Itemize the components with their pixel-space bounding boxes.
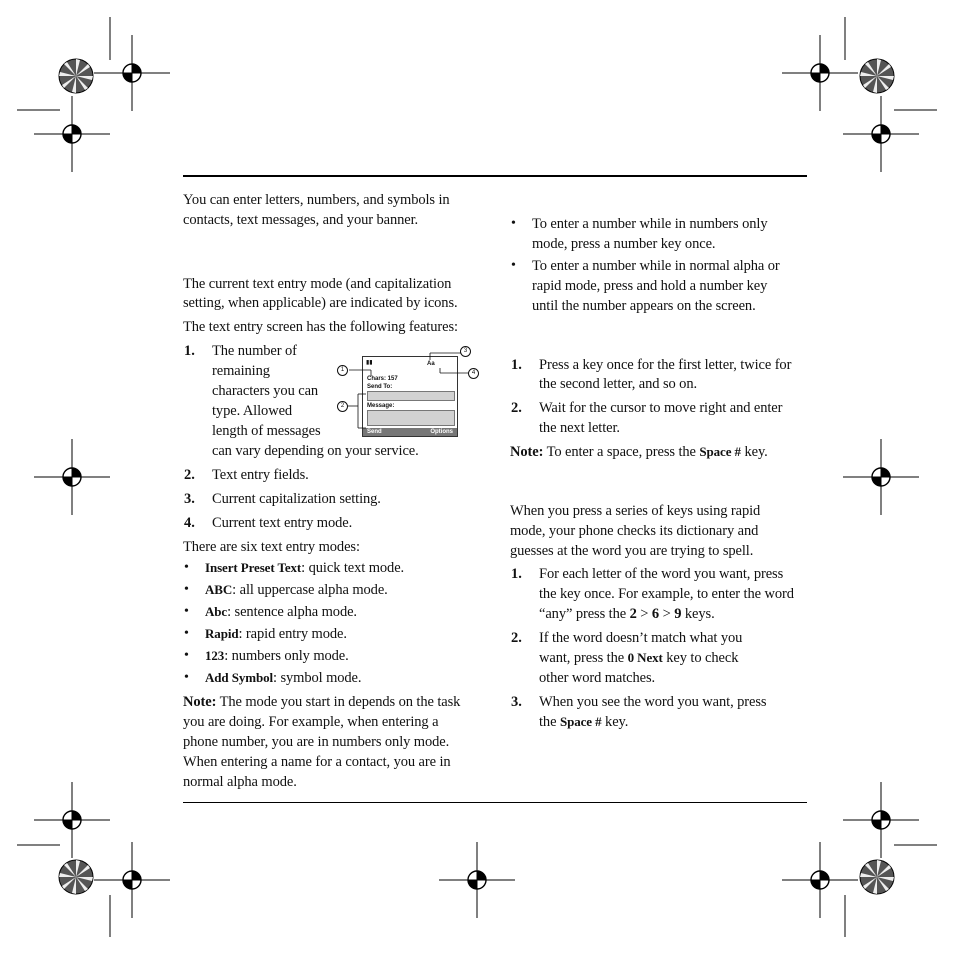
mode-5-name: 123 xyxy=(205,648,225,663)
mode-3 xyxy=(205,602,357,622)
space-key: Space # xyxy=(699,444,741,459)
callout-2: 2 xyxy=(337,401,348,412)
mode-bullet-4: • xyxy=(184,626,189,641)
space-key-2: Space # xyxy=(559,714,602,729)
rapid-step-2-line-2: want, press the 0 Next key to check xyxy=(539,650,739,666)
mode-4-desc: : rapid entry mode. xyxy=(238,626,347,642)
message-label: Message: xyxy=(367,403,395,409)
alpha-step-2-line-1: Wait for the cursor to move right and enter xyxy=(539,400,783,416)
rapid-step-1-line-2: the key once. For example, to enter the word xyxy=(539,586,794,602)
key-2: 2 xyxy=(629,606,637,622)
key-6: 6 xyxy=(651,606,660,622)
mode-bullet-5: • xyxy=(184,648,189,663)
mode-note-line-3: phone number, you are in numbers only mode. xyxy=(183,734,450,750)
rapid-intro-line-2: mode, your phone checks its dictionary and xyxy=(510,523,759,539)
mode-4 xyxy=(205,624,347,644)
signal-icon: ▮▮ xyxy=(366,360,373,366)
feature-1-line-4: type. Allowed xyxy=(212,403,293,419)
rapid-step-2-number: 2. xyxy=(511,630,522,646)
mode-6-desc: : symbol mode. xyxy=(273,670,362,686)
alpha-step-2-line-2: the next letter. xyxy=(539,420,620,436)
mode-1-name: Insert Preset Text xyxy=(205,560,302,575)
features-intro: The text entry screen has the following features: xyxy=(183,319,458,335)
mode-2 xyxy=(205,580,388,600)
space-note-label: Note: xyxy=(510,444,544,460)
mode-5 xyxy=(205,646,349,666)
alpha-step-1-number: 1. xyxy=(511,357,522,373)
mode-1 xyxy=(205,558,404,578)
number-bullet-1-line-2: mode, press a number key once. xyxy=(532,236,716,252)
feature-1-line-5: length of messages xyxy=(212,423,321,439)
mode-bullet-1: • xyxy=(184,560,189,575)
mode-2-name: ABC xyxy=(205,582,233,597)
mode-bullet-6: • xyxy=(184,670,189,685)
mode-1-desc: : quick text mode. xyxy=(301,560,405,576)
mode-2-desc: : all uppercase alpha mode. xyxy=(232,582,388,598)
rapid-step-3-line-2: the Space # key. xyxy=(539,714,629,730)
number-bullet-2-dot: • xyxy=(511,258,516,273)
rapid-step-3-line-1: When you see the word you want, press xyxy=(539,694,767,710)
number-bullet-1-line-1: To enter a number while in numbers only xyxy=(532,216,768,232)
rapid-intro-line-3: guesses at the word you are trying to spell. xyxy=(510,543,754,559)
feature-1-line-6: can vary depending on your service. xyxy=(212,443,419,459)
mode-4-name: Rapid xyxy=(205,626,239,641)
rapid-step-2-line-1: If the word doesn’t match what you xyxy=(539,630,743,646)
send-softkey: Send xyxy=(367,429,382,435)
options-softkey: Options xyxy=(430,429,453,435)
rapid-step-3-number: 3. xyxy=(511,694,522,710)
mode-3-name: Abc xyxy=(205,604,228,619)
feature-4-number: 4. xyxy=(184,515,195,531)
alpha-step-2-number: 2. xyxy=(511,400,522,416)
mode-6-name: Add Symbol xyxy=(205,670,273,685)
callout-4: 4 xyxy=(468,368,479,379)
feature-1-number: 1. xyxy=(184,343,195,359)
feature-3-number: 3. xyxy=(184,491,195,507)
callout-3: 3 xyxy=(460,346,471,357)
rapid-step-1-line-3: “any” press the 2 > 6 > 9 keys. xyxy=(539,606,715,622)
rapid-step-1-number: 1. xyxy=(511,566,522,582)
number-bullet-2-line-3: until the number appears on the screen. xyxy=(532,298,756,314)
mode-6 xyxy=(205,668,361,688)
modes-intro: There are six text entry modes: xyxy=(183,539,360,555)
mode-bullet-2: • xyxy=(184,582,189,597)
alpha-step-1-line-2: the second letter, and so on. xyxy=(539,376,697,392)
mode-note-line-2: you are doing. For example, when entering a xyxy=(183,714,439,730)
next-key: 0 Next xyxy=(627,650,663,665)
feature-1-line-1: The number of xyxy=(212,343,297,359)
space-note: Note: To enter a space, press the Space # key. xyxy=(510,444,768,460)
number-bullet-1-dot: • xyxy=(511,216,516,231)
mode-note-line-1: Note: The mode you start in depends on the task xyxy=(183,694,461,710)
key-9: 9 xyxy=(674,606,682,622)
feature-1-line-3: characters you can xyxy=(212,383,319,399)
mode-indicator-line-2: setting, when applicable) are indicated by icons. xyxy=(183,295,458,311)
note-label: Note: xyxy=(183,694,217,710)
number-bullet-2-line-2: rapid mode, press and hold a number key xyxy=(532,278,768,294)
capitalization-icon: Aa xyxy=(427,361,435,367)
feature-4-text: Current text entry mode. xyxy=(212,515,353,531)
feature-2-number: 2. xyxy=(184,467,195,483)
mode-note-line-5: normal alpha mode. xyxy=(183,774,297,790)
feature-2-text: Text entry fields. xyxy=(212,467,309,483)
send-to-label: Send To: xyxy=(367,384,393,390)
rapid-intro-line-1: When you press a series of keys using rapid xyxy=(510,503,761,519)
feature-3-text: Current capitalization setting. xyxy=(212,491,381,507)
mode-bullet-3: • xyxy=(184,604,189,619)
mode-note-line-4: When entering a name for a contact, you are in xyxy=(183,754,451,770)
feature-1-line-2: remaining xyxy=(212,363,270,379)
rapid-step-2-line-3: other word matches. xyxy=(539,670,656,686)
mode-5-desc: : numbers only mode. xyxy=(224,648,349,664)
alpha-step-1-line-1: Press a key once for the first letter, twice for xyxy=(539,357,792,373)
callout-1: 1 xyxy=(337,365,348,376)
mode-indicator-line-1: The current text entry mode (and capitalization xyxy=(183,276,452,292)
mode-3-desc: : sentence alpha mode. xyxy=(227,604,357,620)
chars-remaining: Chars: 157 xyxy=(367,376,398,382)
intro-paragraph: You can enter letters, numbers, and symbols in contacts, text messages, and your banner. xyxy=(183,192,450,228)
number-bullet-2-line-1: To enter a number while in normal alpha or xyxy=(532,258,780,274)
rapid-step-1-line-1: For each letter of the word you want, press xyxy=(539,566,784,582)
